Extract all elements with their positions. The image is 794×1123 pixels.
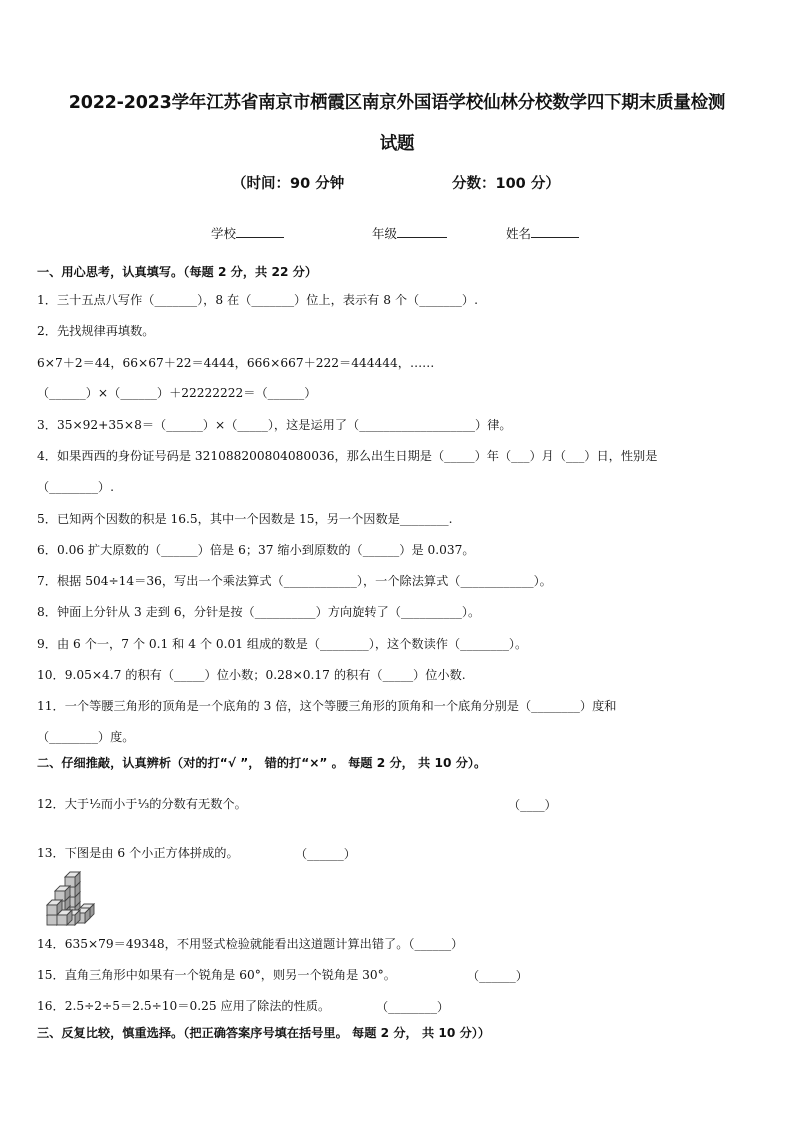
- question-5: 5．已知两个因数的积是 16.5，其中一个因数是 15，另一个因数是________.: [37, 512, 453, 526]
- question-16-answer[interactable]: （________）: [376, 1000, 450, 1014]
- question-11-line1: 11．一个等腰三角形的顶角是一个底角的 3 倍，这个等腰三角形的顶角和一个底角分别是（________）度和: [37, 699, 617, 713]
- cubes-illustration: [43, 870, 101, 926]
- question-2-pattern: 6×7＋2＝44，66×67＋22＝4444，666×667＋222＝444444，……: [37, 356, 435, 370]
- section-2-heading: 二、仔细推敲，认真辨析（对的打“√ ”， 错的打“×” 。 每题 2 分， 共 10 分）。: [37, 756, 487, 770]
- school-field[interactable]: [211, 224, 284, 242]
- name-field[interactable]: [506, 224, 579, 242]
- time-label: （时间：90 分钟: [232, 176, 345, 192]
- question-10: 10．9.05×4.7 的积有（_____）位小数；0.28×0.17 的积有（_____）位小数.: [37, 668, 466, 682]
- question-9: 9．由 6 个一，7 个 0.1 和 4 个 0.01 组成的数是（________），这个数读作（________）。: [37, 637, 528, 651]
- question-6: 6．0.06 扩大原数的（______）倍是 6；37 缩小到原数的（______）是 0.037。: [37, 543, 475, 557]
- grade-label: 年级: [372, 226, 398, 241]
- question-4-line1: 4．如果西西的身份证号码是 321088200804080036，那么出生日期是（_____）年（___）月（___）日，性别是: [37, 449, 658, 463]
- question-4-line2: （________）.: [37, 480, 114, 494]
- exam-title-line1: 2022-2023学年江苏省南京市栖霞区南京外国语学校仙林分校数学四下期末质量检测: [68, 93, 726, 113]
- question-13-answer[interactable]: （______）: [295, 847, 356, 861]
- school-blank[interactable]: [236, 225, 284, 238]
- grade-blank[interactable]: [397, 225, 447, 238]
- question-14: 14．635×79＝49348，不用竖式检验就能看出这道题计算出错了。（______）: [37, 937, 464, 951]
- name-label: 姓名: [506, 226, 532, 241]
- school-label: 学校: [211, 226, 237, 241]
- question-16: 16．2.5÷2÷5＝2.5÷10＝0.25 应用了除法的性质。: [37, 999, 331, 1013]
- question-2: 2．先找规律再填数。: [37, 324, 155, 338]
- question-3: 3．35×92+35×8＝（______）×（_____），这是运用了（___________________）律。: [37, 418, 512, 432]
- question-1: 1．三十五点八写作（_______），8 在（_______）位上，表示有 8 个（_______）.: [37, 293, 478, 307]
- section-3-heading: 三、反复比较，慎重选择。（把正确答案序号填在括号里。 每题 2 分， 共 10 分））: [37, 1026, 491, 1040]
- question-15-answer[interactable]: （______）: [467, 969, 528, 983]
- cube-figure: [43, 870, 101, 926]
- question-12-answer[interactable]: （____）: [508, 798, 557, 812]
- section-1-heading: 一、用心思考，认真填写。（每题 2 分，共 22 分）: [37, 265, 318, 279]
- question-13: 13．下图是由 6 个小正方体拼成的。: [37, 846, 239, 860]
- question-15: 15．直角三角形中如果有一个锐角是 60°，则另一个锐角是 30°。: [37, 968, 396, 982]
- question-8: 8．钟面上分针从 3 走到 6，分针是按（__________）方向旋转了（__________）。: [37, 605, 481, 619]
- question-7: 7．根据 504÷14＝36，写出一个乘法算式（____________），一个除法算式（____________）。: [37, 574, 552, 588]
- exam-title-line2: 试题: [379, 134, 415, 154]
- score-label: 分数：100 分）: [452, 176, 560, 192]
- grade-field[interactable]: [372, 224, 447, 242]
- question-11-line2: （________）度。: [37, 730, 135, 744]
- question-2-fill: （______）×（______）＋22222222＝（______）: [37, 386, 317, 400]
- name-blank[interactable]: [531, 225, 579, 238]
- question-12: 12．大于½而小于⅓的分数有无数个。: [37, 797, 247, 811]
